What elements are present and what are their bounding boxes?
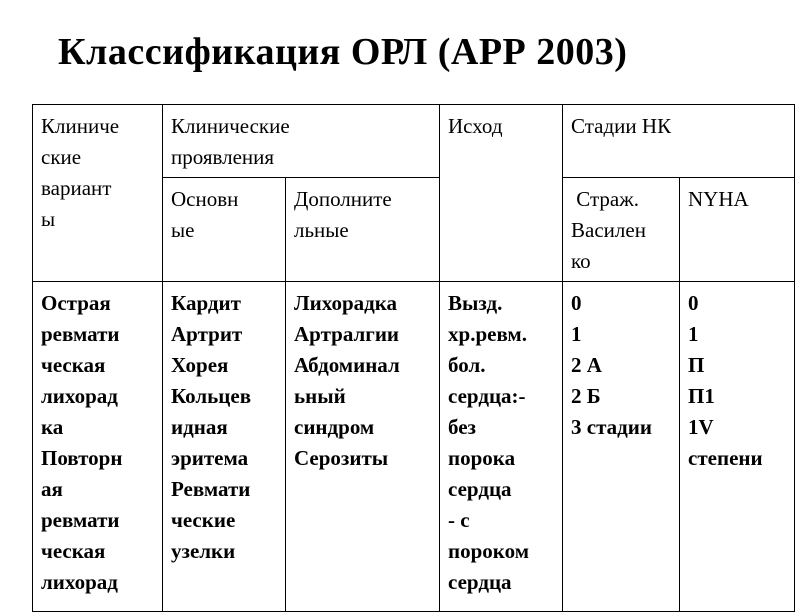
cell-line: ьный bbox=[294, 384, 346, 408]
cell-line: ая bbox=[41, 477, 63, 501]
cell-line: лихорад bbox=[41, 384, 118, 408]
cell-line: 1 bbox=[571, 322, 582, 346]
cell-line: пороком bbox=[448, 539, 530, 563]
cell-line: ревмати bbox=[41, 508, 120, 532]
cell-line: сердца bbox=[448, 477, 512, 501]
header-main bbox=[163, 178, 286, 282]
header-clinical-manifestations bbox=[163, 105, 440, 178]
cell-line: без bbox=[448, 415, 476, 439]
cell-line: 1 bbox=[688, 322, 699, 346]
classification-table bbox=[32, 104, 795, 612]
header-line: Клинические bbox=[171, 114, 290, 138]
cell-line: 3 стадии bbox=[571, 415, 652, 439]
cell-line: степени bbox=[688, 446, 763, 470]
cell-line: ревмати bbox=[41, 322, 120, 346]
cell-line: 0 bbox=[571, 291, 582, 315]
cell-line: сердца:- bbox=[448, 384, 526, 408]
header-outcome bbox=[440, 105, 563, 282]
cell-line: хр.ревм. bbox=[448, 322, 527, 346]
cell-line: Серозиты bbox=[294, 446, 389, 470]
header-line: Исход bbox=[448, 114, 503, 138]
header-row-1 bbox=[33, 105, 795, 178]
header-strazh bbox=[563, 178, 680, 282]
header-line: Стадии НК bbox=[571, 114, 672, 138]
cell-line: П bbox=[688, 353, 705, 377]
cell-variants bbox=[33, 282, 163, 612]
cell-line: идная bbox=[171, 415, 228, 439]
cell-line: П1 bbox=[688, 384, 715, 408]
cell-line: Лихорадка bbox=[294, 291, 398, 315]
header-line: вариант bbox=[41, 176, 112, 200]
header-clinical-variants bbox=[33, 105, 163, 282]
cell-line: 2 Б bbox=[571, 384, 601, 408]
header-line: льные bbox=[294, 218, 349, 242]
header-hf-stages bbox=[563, 105, 795, 178]
cell-outcome bbox=[440, 282, 563, 612]
header-line: Страж. bbox=[571, 187, 640, 211]
cell-line: 2 А bbox=[571, 353, 602, 377]
header-line: ские bbox=[41, 145, 82, 169]
cell-line: Кольцев bbox=[171, 384, 252, 408]
header-line: проявления bbox=[171, 145, 275, 169]
cell-main bbox=[163, 282, 286, 612]
cell-line: Острая bbox=[41, 291, 111, 315]
header-line: ко bbox=[571, 249, 591, 273]
cell-line: бол. bbox=[448, 353, 486, 377]
cell-line: Повторн bbox=[41, 446, 123, 470]
cell-line: Кардит bbox=[171, 291, 241, 315]
cell-additional bbox=[286, 282, 440, 612]
cell-line: Вызд. bbox=[448, 291, 503, 315]
cell-strazh bbox=[563, 282, 680, 612]
header-line: Основн bbox=[171, 187, 239, 211]
cell-line: Артралгии bbox=[294, 322, 400, 346]
cell-line: ческая bbox=[41, 539, 106, 563]
cell-line: эритема bbox=[171, 446, 249, 470]
cell-line: порока bbox=[448, 446, 516, 470]
header-line: NYHA bbox=[688, 187, 749, 211]
header-line: Василен bbox=[571, 218, 646, 242]
header-additional bbox=[286, 178, 440, 282]
header-nyha bbox=[680, 178, 795, 282]
cell-nyha bbox=[680, 282, 795, 612]
cell-line: сердца bbox=[448, 570, 512, 594]
cell-line: ка bbox=[41, 415, 64, 439]
cell-line: Ревмати bbox=[171, 477, 251, 501]
table-row bbox=[33, 282, 795, 612]
cell-line: Абдоминал bbox=[294, 353, 400, 377]
cell-line: ческая bbox=[41, 353, 106, 377]
cell-line: - с bbox=[448, 508, 470, 532]
header-line: ые bbox=[171, 218, 195, 242]
slide-title: Классификация ОРЛ (АРР 2003) bbox=[58, 31, 628, 73]
cell-line: лихорад bbox=[41, 570, 118, 594]
cell-line: ческие bbox=[171, 508, 236, 532]
cell-line: Хорея bbox=[171, 353, 229, 377]
header-line: Клиниче bbox=[41, 114, 120, 138]
cell-line: синдром bbox=[294, 415, 375, 439]
header-line: ы bbox=[41, 207, 56, 231]
cell-line: 0 bbox=[688, 291, 699, 315]
header-line: Дополните bbox=[294, 187, 392, 211]
cell-line: 1V bbox=[688, 415, 714, 439]
cell-line: Артрит bbox=[171, 322, 243, 346]
cell-line: узелки bbox=[171, 539, 236, 563]
